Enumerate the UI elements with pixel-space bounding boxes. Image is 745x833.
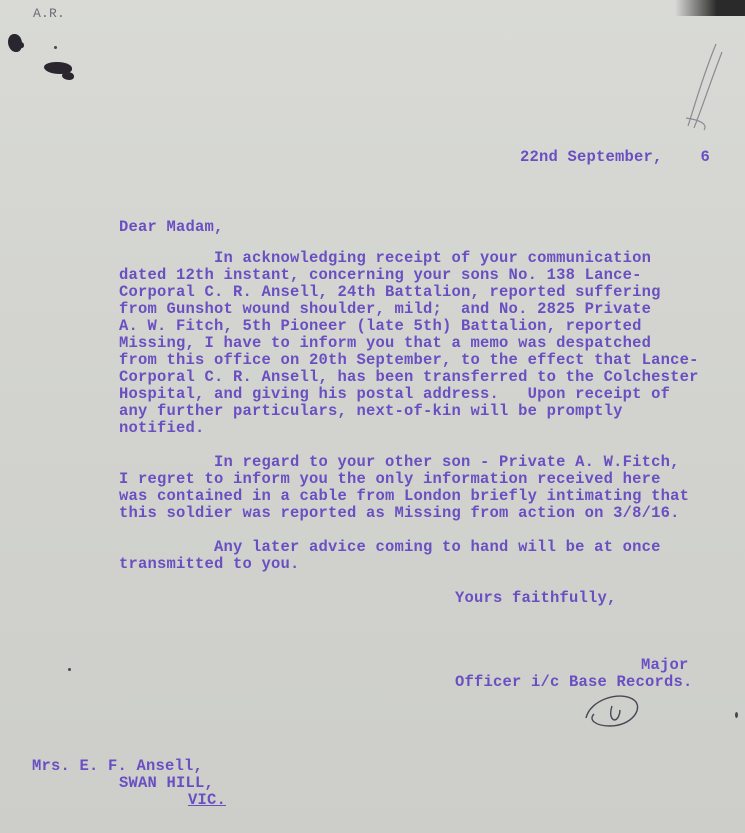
ink-blot bbox=[62, 72, 74, 80]
salutation: Dear Madam, bbox=[119, 218, 224, 236]
body-paragraph-2: In regard to your other son - Private A. W.Fitch, I regret to inform you the only information received here was contained in a cable from London briefly intimating that this soldier was reported as Missing from action on 3/8/16. bbox=[119, 453, 690, 522]
closing-line: Yours faithfully, bbox=[455, 589, 617, 607]
addressee-name: Mrs. E. F. Ansell, bbox=[32, 757, 204, 775]
handwritten-initials-icon bbox=[580, 686, 650, 736]
pencil-mark-icon bbox=[680, 38, 730, 133]
body-paragraph-3: Any later advice coming to hand will be at once transmitted to you. bbox=[119, 538, 661, 573]
body-paragraph-1: In acknowledging receipt of your communication dated 12th instant, concerning your sons No. 138 Lance- Corporal C. R. Ansell, 24th Battalion, reported suffering from Gunshot wound shoulder, mild; and No. 2825 Private A. W. Fitch, 5th Pioneer (late 5th) Battalion, reported Missing, I have to inform you that a memo was despatched from this office on 20th September, to the effect that Lance- Corporal C. R. Ansell, has been transferred to the Colchester Hospital, and giving his postal address. Upon receipt of any further particulars, next-of-kin will be promptly notified. bbox=[119, 249, 699, 437]
page-edge-shadow bbox=[675, 0, 745, 16]
ink-blot bbox=[18, 42, 24, 48]
letter-date: 22nd September, 6 bbox=[520, 148, 711, 166]
addressee-block bbox=[32, 758, 226, 809]
signature-title: Officer i/c Base Records. bbox=[455, 673, 693, 691]
addressee-state: VIC. bbox=[188, 791, 227, 809]
signature-rank: Major bbox=[641, 656, 689, 674]
header-initials: A.R. bbox=[33, 6, 66, 21]
addressee-town: SWAN HILL, bbox=[119, 774, 215, 792]
